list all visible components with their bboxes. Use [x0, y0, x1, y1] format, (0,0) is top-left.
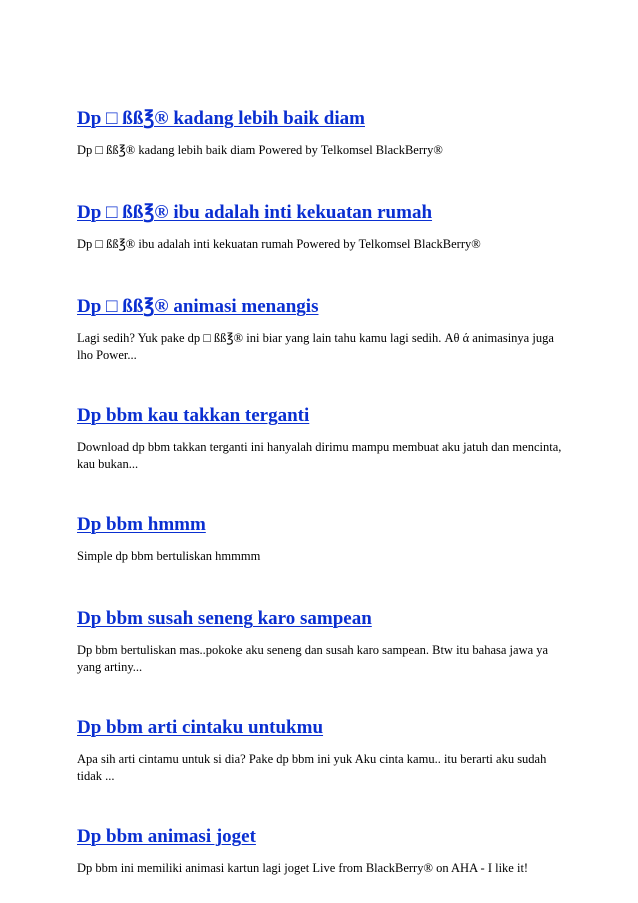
entry-snippet: Dp □ ßß℥® ibu adalah inti kekuatan rumah Powered by Telkomsel BlackBerry® [77, 237, 481, 251]
spacer [77, 473, 567, 512]
entry-snippet: Dp □ ßß℥® kadang lebih baik diam Powered by Telkomsel BlackBerry® [77, 143, 443, 157]
entry-title-link[interactable]: Dp □ ßß℥® kadang lebih baik diam [77, 108, 365, 129]
spacer [77, 253, 567, 294]
list-item [77, 106, 567, 159]
spacer [77, 364, 567, 403]
list-item [77, 200, 567, 253]
entry-title-link[interactable]: Dp bbm hmmm [77, 514, 206, 535]
entry-title-link[interactable]: Dp □ ßß℥® animasi menangis [77, 296, 319, 317]
spacer [77, 159, 567, 200]
entry-title-link[interactable]: Dp bbm arti cintaku untukmu [77, 717, 324, 738]
entry-snippet: Simple dp bbm bertuliskan hmmmm [77, 549, 261, 563]
entry-title-link[interactable]: Dp bbm kau takkan terganti [77, 405, 310, 426]
entry-snippet: Lagi sedih? Yuk pake dp □ ßß℥® ini biar yang lain tahu kamu lagi sedih. Αθ ά animasinya juga lho Power... [77, 331, 554, 362]
entry-title-link[interactable]: Dp bbm susah seneng karo sampean [77, 608, 372, 629]
list-item [77, 294, 567, 364]
entry-snippet: Dp bbm ini memiliki animasi kartun lagi joget Live from BlackBerry® on AHA - I like it! [77, 861, 529, 875]
entry-snippet: Download dp bbm takkan terganti ini hanyalah dirimu mampu membuat aku jatuh dan mencinta, kau bukan... [77, 440, 562, 471]
spacer [77, 565, 567, 606]
entry-title-link[interactable]: Dp bbm animasi joget [77, 826, 256, 847]
list-item [77, 606, 567, 676]
spacer [77, 676, 567, 715]
list-item [77, 403, 567, 473]
list-item [77, 512, 567, 565]
entry-snippet: Dp bbm bertuliskan mas..pokoke aku seneng dan susah karo sampean. Btw itu bahasa jawa ya yang artiny... [77, 643, 549, 674]
spacer [77, 785, 567, 824]
list-item [77, 824, 567, 877]
entry-snippet: Apa sih arti cintamu untuk si dia? Pake dp bbm ini yuk Aku cinta kamu.. itu berarti aku sudah tidak ... [77, 752, 547, 783]
document-page [77, 106, 567, 877]
entry-title-link[interactable]: Dp □ ßß℥® ibu adalah inti kekuatan rumah [77, 202, 433, 223]
list-item [77, 715, 567, 785]
